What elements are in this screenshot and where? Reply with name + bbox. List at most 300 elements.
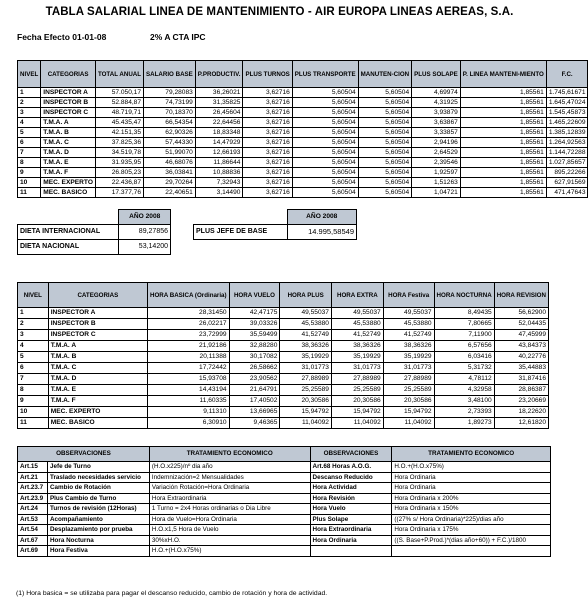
salary-row <box>18 148 588 158</box>
observation-cell: Desplazamiento por prueba <box>47 525 149 536</box>
salary-row-cell: 4 <box>18 118 41 128</box>
observation-cell: Descanso Reducido <box>310 472 392 483</box>
salary-row-cell: 5 <box>18 128 41 138</box>
observation-cell: Art.15 <box>18 462 48 473</box>
salary-row-cell: 2,94196 <box>412 138 461 148</box>
observation-cell: Hora Ordinaria <box>392 483 551 494</box>
salary-row-cell: T.M.A. C <box>41 138 96 148</box>
observation-cell: Art.23.9 <box>18 493 48 504</box>
salary-row <box>18 138 588 148</box>
salary-row-cell: 57.050,17 <box>95 88 143 98</box>
salary-row-cell: 1.645,47024 <box>546 98 588 108</box>
salary-row-cell: 26,45604 <box>195 108 243 118</box>
column-header: OBSERVACIONES <box>18 447 150 462</box>
plus-jefe-value: 14.995,58549 <box>287 225 356 240</box>
salary-row-cell: 5,60504 <box>358 158 411 168</box>
salary-row-cell: 29,70264 <box>144 178 196 188</box>
salary-row-cell: 1,85561 <box>460 108 546 118</box>
salary-row-cell: 5,60504 <box>358 128 411 138</box>
hourly-row-cell: 30,17082 <box>229 352 280 363</box>
observation-row <box>18 472 551 483</box>
hourly-row-cell: INSPECTOR A <box>48 308 147 319</box>
salary-row-cell: 3,62716 <box>243 108 292 118</box>
hourly-row-cell: 25,25589 <box>280 385 332 396</box>
column-header: HORA NOCTURNA <box>434 283 494 308</box>
salary-row-cell: 627,91569 <box>546 178 588 188</box>
observation-cell: Art.21 <box>18 472 48 483</box>
observation-row <box>18 535 551 546</box>
salary-row-cell: INSPECTOR A <box>41 88 96 98</box>
observation-cell: H.O.+(H.O.x75%) <box>392 462 551 473</box>
salary-row-cell: 5,60504 <box>292 188 358 198</box>
hourly-row-cell: 4 <box>18 341 49 352</box>
salary-row-cell: 5,60504 <box>358 188 411 198</box>
ipc-note: 2% A CTA IPC <box>150 32 206 42</box>
hourly-row-cell: 25,25589 <box>331 385 383 396</box>
salary-row-cell: 5,60504 <box>358 98 411 108</box>
observation-cell: Hora Ordinaria <box>310 535 392 546</box>
observation-cell: Traslado necesidades servicio <box>47 472 149 483</box>
salary-row-cell: INSPECTOR C <box>41 108 96 118</box>
hourly-row-cell: 1 <box>18 308 49 319</box>
hourly-row-cell: 21,92186 <box>148 341 230 352</box>
observation-cell: Art.69 <box>18 546 48 557</box>
observation-cell: Art.67 <box>18 535 48 546</box>
salary-row-cell: T.M.A. D <box>41 148 96 158</box>
hourly-row-cell: 35,19929 <box>331 352 383 363</box>
hourly-row-cell: 27,88989 <box>280 374 332 385</box>
column-header: NIVEL <box>18 61 41 88</box>
column-header: HORA PLUS <box>280 283 332 308</box>
hourly-row-cell: 11 <box>18 418 49 429</box>
observation-row <box>18 525 551 536</box>
salary-row-cell: 42.151,35 <box>95 128 143 138</box>
hourly-row <box>18 385 549 396</box>
hourly-row-cell: 12,61820 <box>494 418 548 429</box>
salary-row-cell: 5,60504 <box>358 118 411 128</box>
salary-row-cell: 5,60504 <box>358 88 411 98</box>
salary-row-cell: 36,03841 <box>144 168 196 178</box>
salary-row-cell: 31,35825 <box>195 98 243 108</box>
observation-row <box>18 483 551 494</box>
hourly-row-cell: 5,31732 <box>434 363 494 374</box>
salary-row <box>18 168 588 178</box>
plus-jefe-label: PLUS JEFE DE BASE <box>194 225 288 240</box>
salary-row-cell: 5,60504 <box>292 178 358 188</box>
salary-row-cell: 1.545,45873 <box>546 108 588 118</box>
salary-row-cell: 79,28083 <box>144 88 196 98</box>
observation-cell: 1 Turno = 2x4 Horas ordinarias o Dia Libre <box>149 504 310 515</box>
salary-row-cell: 18,83348 <box>195 128 243 138</box>
hourly-row-cell: 40,22776 <box>494 352 548 363</box>
salary-row-cell: 22,64456 <box>195 118 243 128</box>
observation-cell: Hora Actividad <box>310 483 392 494</box>
salary-table-header <box>18 61 588 88</box>
observation-cell <box>310 546 392 557</box>
observation-cell: Plus Cambio de Turno <box>47 493 149 504</box>
salary-row-cell: 3,62716 <box>243 178 292 188</box>
hourly-row-cell: 5 <box>18 352 49 363</box>
hourly-row-cell: 9,11310 <box>148 407 230 418</box>
salary-row-cell: 1,85561 <box>460 148 546 158</box>
hourly-row-cell: INSPECTOR C <box>48 330 147 341</box>
hourly-rates-header <box>18 283 549 308</box>
salary-row-cell: 5,60504 <box>358 138 411 148</box>
salary-row <box>18 98 588 108</box>
observation-cell: Hora Ordinaria <box>392 472 551 483</box>
observation-cell: Hora Vuelo <box>310 504 392 515</box>
hourly-row-cell: 23,90562 <box>229 374 280 385</box>
plus-jefe-table <box>193 209 357 240</box>
salary-row <box>18 88 588 98</box>
observation-row <box>18 493 551 504</box>
hourly-row-cell: 41,52749 <box>331 330 383 341</box>
hourly-row-cell: 45,53880 <box>331 319 383 330</box>
column-header: HORA Festiva <box>383 283 434 308</box>
salary-row-cell: 3 <box>18 108 41 118</box>
observation-cell: H.O.x1,5 Hora de Vuelo <box>149 525 310 536</box>
hourly-row-cell: 31,87416 <box>494 374 548 385</box>
column-header: CATEGORIAS <box>48 283 147 308</box>
observation-cell: Plus Solape <box>310 514 392 525</box>
salary-row-cell: 5,60504 <box>292 168 358 178</box>
salary-row-cell: 6 <box>18 138 41 148</box>
salary-row-cell: 3,62716 <box>243 128 292 138</box>
hourly-row-cell: 49,55037 <box>280 308 332 319</box>
salary-row-cell: 4,69974 <box>412 88 461 98</box>
hourly-row-cell: T.M.A. F <box>48 396 147 407</box>
hourly-row-cell: 15,94792 <box>383 407 434 418</box>
effective-date: Fecha Efecto 01-01-08 <box>17 32 107 42</box>
observation-cell: Turnos de revisión (12Horas) <box>47 504 149 515</box>
column-header: HORA REVISION <box>494 283 548 308</box>
hourly-rates-table <box>17 282 549 429</box>
salary-row-cell: 1,51263 <box>412 178 461 188</box>
column-header: SALARIO BASE <box>144 61 196 88</box>
salary-row <box>18 158 588 168</box>
observation-cell: Hora Festiva <box>47 546 149 557</box>
observations-table <box>17 446 551 557</box>
salary-row-cell: 1,85561 <box>460 158 546 168</box>
column-header: P. LINEA MANTENI-MIENTO <box>460 61 546 88</box>
salary-row-cell: 11 <box>18 188 41 198</box>
salary-row-cell: 1,85561 <box>460 88 546 98</box>
hourly-row-cell: INSPECTOR B <box>48 319 147 330</box>
salary-row-cell: 1.027,85657 <box>546 158 588 168</box>
hourly-row-cell: 8 <box>18 385 49 396</box>
hourly-row-cell: 9 <box>18 396 49 407</box>
salary-row-cell: 14,47929 <box>195 138 243 148</box>
observation-cell: Hora de Vuelo=Hora Ordinaria <box>149 514 310 525</box>
observation-cell: ((S. Base+P.Prod.)*(dias año+60)) + F.C.)/1800 <box>392 535 551 546</box>
column-header: HORA EXTRA <box>331 283 383 308</box>
hourly-row-cell: 38,36326 <box>331 341 383 352</box>
hourly-row-cell: 28,31450 <box>148 308 230 319</box>
hourly-row-cell: 26,02217 <box>148 319 230 330</box>
hourly-row-cell: 1,89273 <box>434 418 494 429</box>
hourly-row-cell: 45,53880 <box>280 319 332 330</box>
salary-table <box>17 60 588 198</box>
observation-cell: Variación Rotación=Hora Ordinaria <box>149 483 310 494</box>
hourly-row-cell: 35,44883 <box>494 363 548 374</box>
hourly-row-cell: T.M.A. D <box>48 374 147 385</box>
hourly-row-cell: T.M.A. C <box>48 363 147 374</box>
column-header: PLUS SOLAPE <box>412 61 461 88</box>
salary-row-cell: 1,85561 <box>460 168 546 178</box>
observation-row <box>18 462 551 473</box>
salary-row-cell: 36,26021 <box>195 88 243 98</box>
dieta-internacional-label: DIETA INTERNACIONAL <box>18 225 119 240</box>
hourly-row-cell: 4,78112 <box>434 374 494 385</box>
salary-row-cell: 31.935,95 <box>95 158 143 168</box>
salary-row-cell: 57,44330 <box>144 138 196 148</box>
hourly-row-cell: 10 <box>18 407 49 418</box>
hourly-row-cell: 20,11388 <box>148 352 230 363</box>
observation-cell: Hora Extraordinaria <box>310 525 392 536</box>
hourly-row-cell: 38,36326 <box>383 341 434 352</box>
hourly-row-cell: 43,84373 <box>494 341 548 352</box>
salary-row-cell: 5,60504 <box>292 88 358 98</box>
hourly-row-cell: 11,04092 <box>331 418 383 429</box>
observation-cell: Hora Extraordinaria <box>149 493 310 504</box>
salary-row <box>18 188 588 198</box>
observation-cell: Hora Ordinaria x 175% <box>392 525 551 536</box>
salary-row-cell: 51,99070 <box>144 148 196 158</box>
hourly-row-cell: 2,73393 <box>434 407 494 418</box>
salary-row-cell: 3,14490 <box>195 188 243 198</box>
salary-row-cell: 1,85561 <box>460 188 546 198</box>
salary-row-cell: 1,85561 <box>460 98 546 108</box>
hourly-row-cell: 15,94792 <box>280 407 332 418</box>
column-header: HORA VUELO <box>229 283 280 308</box>
salary-row-cell: 1.144,72288 <box>546 148 588 158</box>
salary-row <box>18 178 588 188</box>
salary-row-cell: 3,62716 <box>243 138 292 148</box>
salary-row-cell: 5,60504 <box>358 108 411 118</box>
hourly-row-cell: 14,43194 <box>148 385 230 396</box>
dietas-year: AÑO 2008 <box>119 210 171 225</box>
hourly-row-cell: 3,48100 <box>434 396 494 407</box>
column-header: NIVEL <box>18 283 49 308</box>
salary-row-cell: 70,18370 <box>144 108 196 118</box>
salary-row-cell: 895,22266 <box>546 168 588 178</box>
hourly-row-cell: 20,30586 <box>331 396 383 407</box>
hourly-row <box>18 418 549 429</box>
salary-row-cell: 62,90326 <box>144 128 196 138</box>
dietas-table <box>17 209 171 255</box>
hourly-row-cell: 47,45999 <box>494 330 548 341</box>
column-header: OBSERVACIONES <box>310 447 392 462</box>
hourly-row-cell: 21,64791 <box>229 385 280 396</box>
column-header: HORA BASICA (Ordinaria) <box>148 283 230 308</box>
hourly-row-cell: 4,32958 <box>434 385 494 396</box>
column-header: TOTAL ANUAL <box>95 61 143 88</box>
column-header: TRATAMIENTO ECONOMICO <box>392 447 551 462</box>
salary-row-cell: T.M.A. F <box>41 168 96 178</box>
salary-row-cell: 74,73199 <box>144 98 196 108</box>
salary-row-cell: 2,64529 <box>412 148 461 158</box>
hourly-row-cell: 39,03326 <box>229 319 280 330</box>
column-header: F.C. <box>546 61 588 88</box>
hourly-row-cell: 6,57656 <box>434 341 494 352</box>
salary-row-cell: 3,62716 <box>243 148 292 158</box>
observation-cell <box>392 546 551 557</box>
hourly-row-cell: 56,62900 <box>494 308 548 319</box>
salary-row-cell: 5,60504 <box>292 128 358 138</box>
salary-row-cell: 10 <box>18 178 41 188</box>
hourly-row-cell: 41,52749 <box>280 330 332 341</box>
hourly-row-cell: T.M.A. A <box>48 341 147 352</box>
salary-row-cell: 1,85561 <box>460 128 546 138</box>
observation-cell: Hora Nocturna <box>47 535 149 546</box>
salary-row-cell: 1,85561 <box>460 178 546 188</box>
salary-row-cell: 22,40651 <box>144 188 196 198</box>
hourly-row <box>18 407 549 418</box>
salary-row-cell: 5,60504 <box>292 108 358 118</box>
hourly-row-cell: 25,25589 <box>383 385 434 396</box>
salary-row-cell: 26.805,23 <box>95 168 143 178</box>
salary-row-cell: 4,31925 <box>412 98 461 108</box>
hourly-row-cell: 35,19929 <box>383 352 434 363</box>
hourly-row-cell: 23,72999 <box>148 330 230 341</box>
hourly-row-cell: 31,01773 <box>280 363 332 374</box>
observation-row <box>18 514 551 525</box>
salary-row-cell: 3,63867 <box>412 118 461 128</box>
dieta-nacional-label: DIETA NACIONAL <box>18 240 119 255</box>
dieta-internacional-value: 89,27856 <box>119 225 171 240</box>
salary-row <box>18 108 588 118</box>
footnote: (1) Hora basica = se utilizaba para pagar el descanso reducido, cambio de rotación y hora de actividad. <box>16 590 328 597</box>
observation-cell: Art.53 <box>18 514 48 525</box>
hourly-row-cell: T.M.A. E <box>48 385 147 396</box>
hourly-row-cell: 11,04092 <box>383 418 434 429</box>
observation-cell: Indemnización=2 Mensualidades <box>149 472 310 483</box>
salary-row-cell: T.M.A. A <box>41 118 96 128</box>
observation-cell: Hora Ordinaria x 150% <box>392 504 551 515</box>
salary-row-cell: 5,60504 <box>358 178 411 188</box>
observation-cell: Art.23.7 <box>18 483 48 494</box>
salary-row-cell: 52.884,87 <box>95 98 143 108</box>
salary-row-cell: 3,62716 <box>243 118 292 128</box>
salary-row-cell: 3,62716 <box>243 88 292 98</box>
hourly-row-cell: 38,36326 <box>280 341 332 352</box>
hourly-row-cell: 6,30910 <box>148 418 230 429</box>
observation-cell: ((27% s/ Hora Ordinaria)*225)/dias año <box>392 514 551 525</box>
hourly-row-cell: MEC. EXPERTO <box>48 407 147 418</box>
salary-row-cell: 66,54354 <box>144 118 196 128</box>
hourly-row-cell: 15,94792 <box>331 407 383 418</box>
column-header: PLUS TRANSPORTE <box>292 61 358 88</box>
column-header: PLUS TURNOS <box>243 61 292 88</box>
salary-row-cell: 5,60504 <box>292 148 358 158</box>
salary-row-cell: 48.719,71 <box>95 108 143 118</box>
observation-cell: Hora Revisión <box>310 493 392 504</box>
hourly-row <box>18 374 549 385</box>
salary-row-cell: 1.264,92563 <box>546 138 588 148</box>
salary-row-cell: 5,60504 <box>292 138 358 148</box>
hourly-row-cell: 26,58662 <box>229 363 280 374</box>
dieta-nacional-value: 53,14200 <box>119 240 171 255</box>
plus-jefe-year: AÑO 2008 <box>287 210 356 225</box>
salary-row-cell: 22.436,87 <box>95 178 143 188</box>
hourly-row-cell: 6,03416 <box>434 352 494 363</box>
hourly-row-cell: 11,60335 <box>148 396 230 407</box>
salary-row-cell: 3,62716 <box>243 98 292 108</box>
hourly-row-cell: 27,88989 <box>383 374 434 385</box>
salary-row-cell: 17.377,76 <box>95 188 143 198</box>
hourly-row <box>18 363 549 374</box>
hourly-row-cell: MEC. BASICO <box>48 418 147 429</box>
salary-row-cell: 11,86644 <box>195 158 243 168</box>
salary-row-cell: 9 <box>18 168 41 178</box>
hourly-row-cell: 7,80665 <box>434 319 494 330</box>
hourly-row-cell: 41,52749 <box>383 330 434 341</box>
hourly-row-cell: 49,55037 <box>383 308 434 319</box>
observation-cell: Acompañamiento <box>47 514 149 525</box>
hourly-row-cell: 17,40502 <box>229 396 280 407</box>
hourly-row <box>18 352 549 363</box>
salary-row-cell: T.M.A. E <box>41 158 96 168</box>
observations-header <box>18 447 551 462</box>
salary-row-cell: MEC. EXPERTO <box>41 178 96 188</box>
column-header: CATEGORIAS <box>41 61 96 88</box>
salary-row-cell: 45.435,47 <box>95 118 143 128</box>
salary-row-cell: 1.385,12839 <box>546 128 588 138</box>
salary-row <box>18 118 588 128</box>
salary-row-cell: 1 <box>18 88 41 98</box>
salary-row-cell: 5,60504 <box>358 168 411 178</box>
hourly-row-cell: 18,22620 <box>494 407 548 418</box>
hourly-row-cell: 15,93708 <box>148 374 230 385</box>
salary-row-cell: 1.745,61671 <box>546 88 588 98</box>
salary-row-cell: 5,60504 <box>292 98 358 108</box>
salary-row <box>18 128 588 138</box>
hourly-row <box>18 330 549 341</box>
salary-row-cell: 5,60504 <box>292 158 358 168</box>
observation-row <box>18 504 551 515</box>
page-title: TABLA SALARIAL LINEA DE MANTENIMIENTO - AIR EUROPA LINEAS AEREAS, S.A. <box>45 6 514 18</box>
salary-row-cell: INSPECTOR B <box>41 98 96 108</box>
hourly-row-cell: 6 <box>18 363 49 374</box>
salary-row-cell: 37.825,36 <box>95 138 143 148</box>
hourly-row-cell: 3 <box>18 330 49 341</box>
hourly-row-cell: 45,53880 <box>383 319 434 330</box>
observation-cell: Art.54 <box>18 525 48 536</box>
hourly-row-cell: 31,01773 <box>331 363 383 374</box>
hourly-row-cell: 23,20669 <box>494 396 548 407</box>
hourly-row-cell: 20,30586 <box>280 396 332 407</box>
hourly-row-cell: 13,66965 <box>229 407 280 418</box>
hourly-row-cell: 7,11900 <box>434 330 494 341</box>
hourly-row-cell: 49,55037 <box>331 308 383 319</box>
hourly-row-cell: 31,01773 <box>383 363 434 374</box>
salary-row-cell: 34.519,78 <box>95 148 143 158</box>
salary-row-cell: 2,39546 <box>412 158 461 168</box>
hourly-row-cell: 9,46365 <box>229 418 280 429</box>
salary-row-cell: 3,62716 <box>243 168 292 178</box>
salary-row-cell: 471,47643 <box>546 188 588 198</box>
salary-row-cell: 3,62716 <box>243 188 292 198</box>
hourly-row-cell: 28,86387 <box>494 385 548 396</box>
hourly-row <box>18 308 549 319</box>
hourly-row-cell: 52,04435 <box>494 319 548 330</box>
hourly-row-cell: 32,88280 <box>229 341 280 352</box>
observation-cell: Art.24 <box>18 504 48 515</box>
salary-row-cell: MEC. BASICO <box>41 188 96 198</box>
hourly-row <box>18 396 549 407</box>
salary-row-cell: 3,33857 <box>412 128 461 138</box>
salary-row-cell: 7,32943 <box>195 178 243 188</box>
